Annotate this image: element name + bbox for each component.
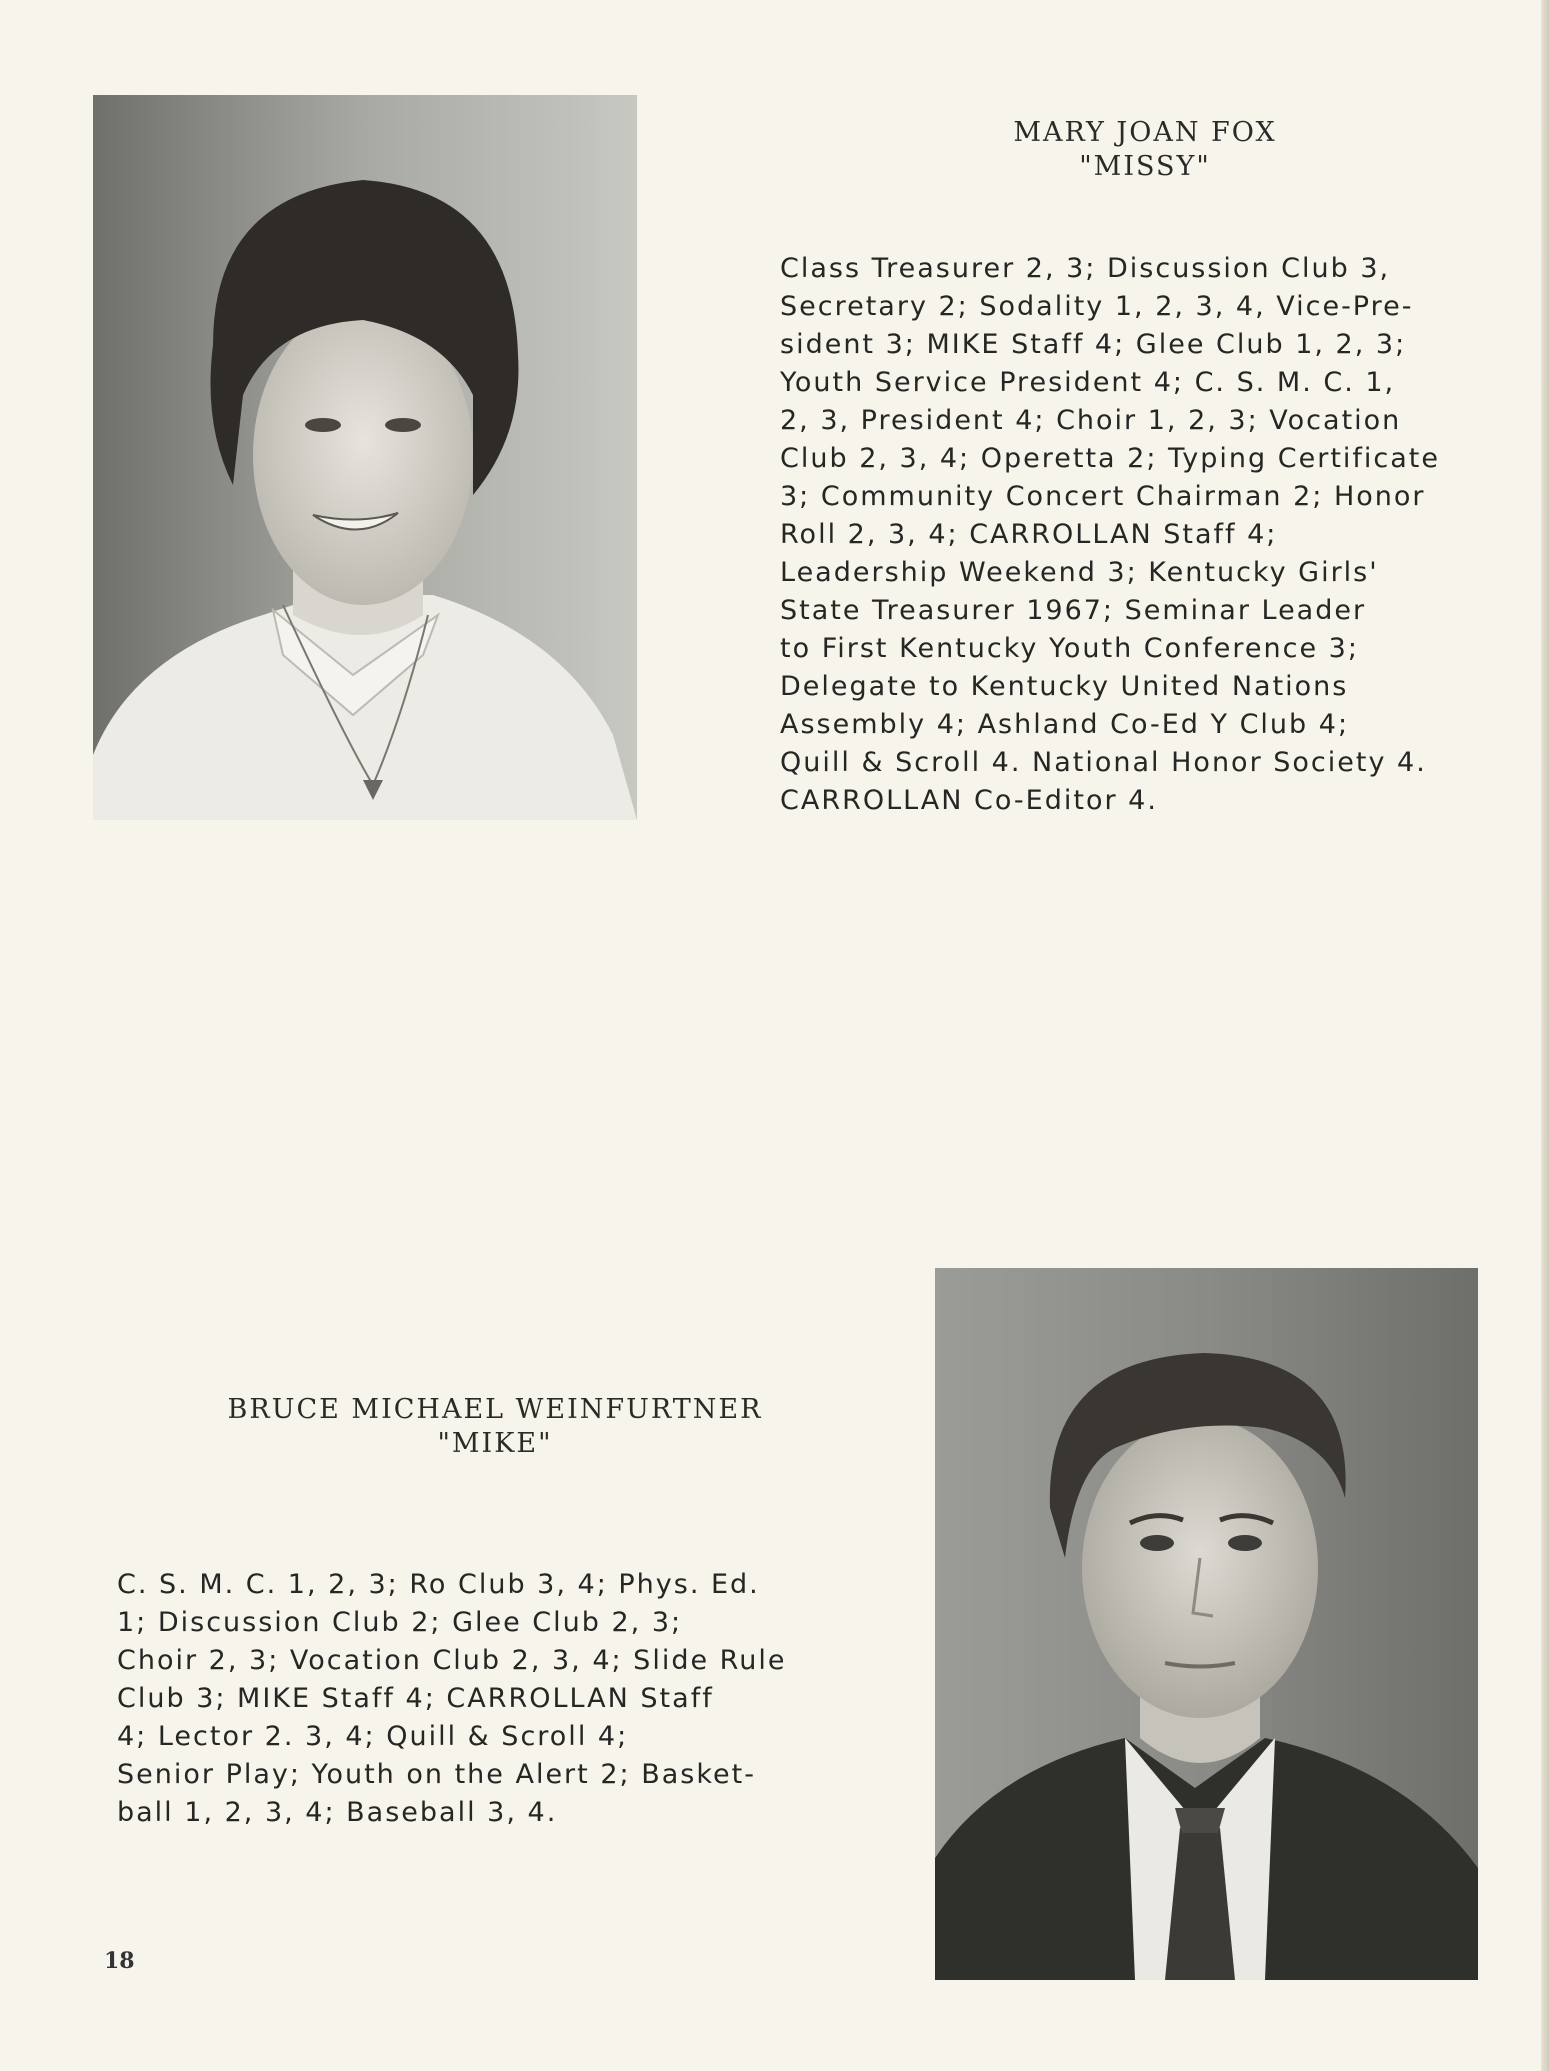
activity-line: 4; Lector 2. 3, 4; Quill & Scroll 4; <box>117 1721 629 1752</box>
page-number: 18 <box>104 1948 135 1974</box>
activity-line: Delegate to Kentucky United Nations <box>780 671 1349 702</box>
activity-line: Quill & Scroll 4. National Honor Society 4. <box>780 747 1427 778</box>
student-activities <box>117 1566 786 1832</box>
activity-line: C. S. M. C. 1, 2, 3; Ro Club 3, 4; Phys. Ed. <box>117 1569 760 1600</box>
student-name-block <box>150 1393 840 1461</box>
activity-line: Roll 2, 3, 4; CARROLLAN Staff 4; <box>780 519 1278 550</box>
activity-line: Youth Service President 4; C. S. M. C. 1, <box>780 367 1396 398</box>
activity-line: 3; Community Concert Chairman 2; Honor <box>780 481 1426 512</box>
page-edge <box>1541 0 1549 2071</box>
student-name: BRUCE MICHAEL WEINFURTNER <box>227 1394 763 1425</box>
activity-line: Class Treasurer 2, 3; Discussion Club 3, <box>780 253 1391 284</box>
activity-line: to First Kentucky Youth Conference 3; <box>780 633 1359 664</box>
activity-line: Secretary 2; Sodality 1, 2, 3, 4, Vice-Pre- <box>780 291 1414 322</box>
activity-line: ball 1, 2, 3, 4; Baseball 3, 4. <box>117 1797 558 1828</box>
portrait-photo-bruce-michael-weinfurtner <box>935 1268 1478 1980</box>
student-nickname: "MISSY" <box>1079 151 1211 182</box>
student-nickname: "MIKE" <box>437 1428 553 1459</box>
activity-line: Club 3; MIKE Staff 4; CARROLLAN Staff <box>117 1683 714 1714</box>
student-activities <box>780 250 1440 820</box>
portrait-photo-mary-joan-fox <box>93 95 637 820</box>
student-name: MARY JOAN FOX <box>1013 117 1277 148</box>
student-name-block <box>920 116 1370 184</box>
activity-line: Leadership Weekend 3; Kentucky Girls' <box>780 557 1379 588</box>
activity-line: Choir 2, 3; Vocation Club 2, 3, 4; Slide Rule <box>117 1645 787 1676</box>
activity-line: Senior Play; Youth on the Alert 2; Basket- <box>117 1759 756 1790</box>
activity-line: CARROLLAN Co-Editor 4. <box>780 785 1158 816</box>
activity-line: sident 3; MIKE Staff 4; Glee Club 1, 2, 3; <box>780 329 1407 360</box>
activity-line: State Treasurer 1967; Seminar Leader <box>780 595 1367 626</box>
activity-line: 1; Discussion Club 2; Glee Club 2, 3; <box>117 1607 683 1638</box>
activity-line: 2, 3, President 4; Choir 1, 2, 3; Vocation <box>780 405 1402 436</box>
activity-line: Club 2, 3, 4; Operetta 2; Typing Certificate <box>780 443 1440 474</box>
activity-line: Assembly 4; Ashland Co-Ed Y Club 4; <box>780 709 1350 740</box>
